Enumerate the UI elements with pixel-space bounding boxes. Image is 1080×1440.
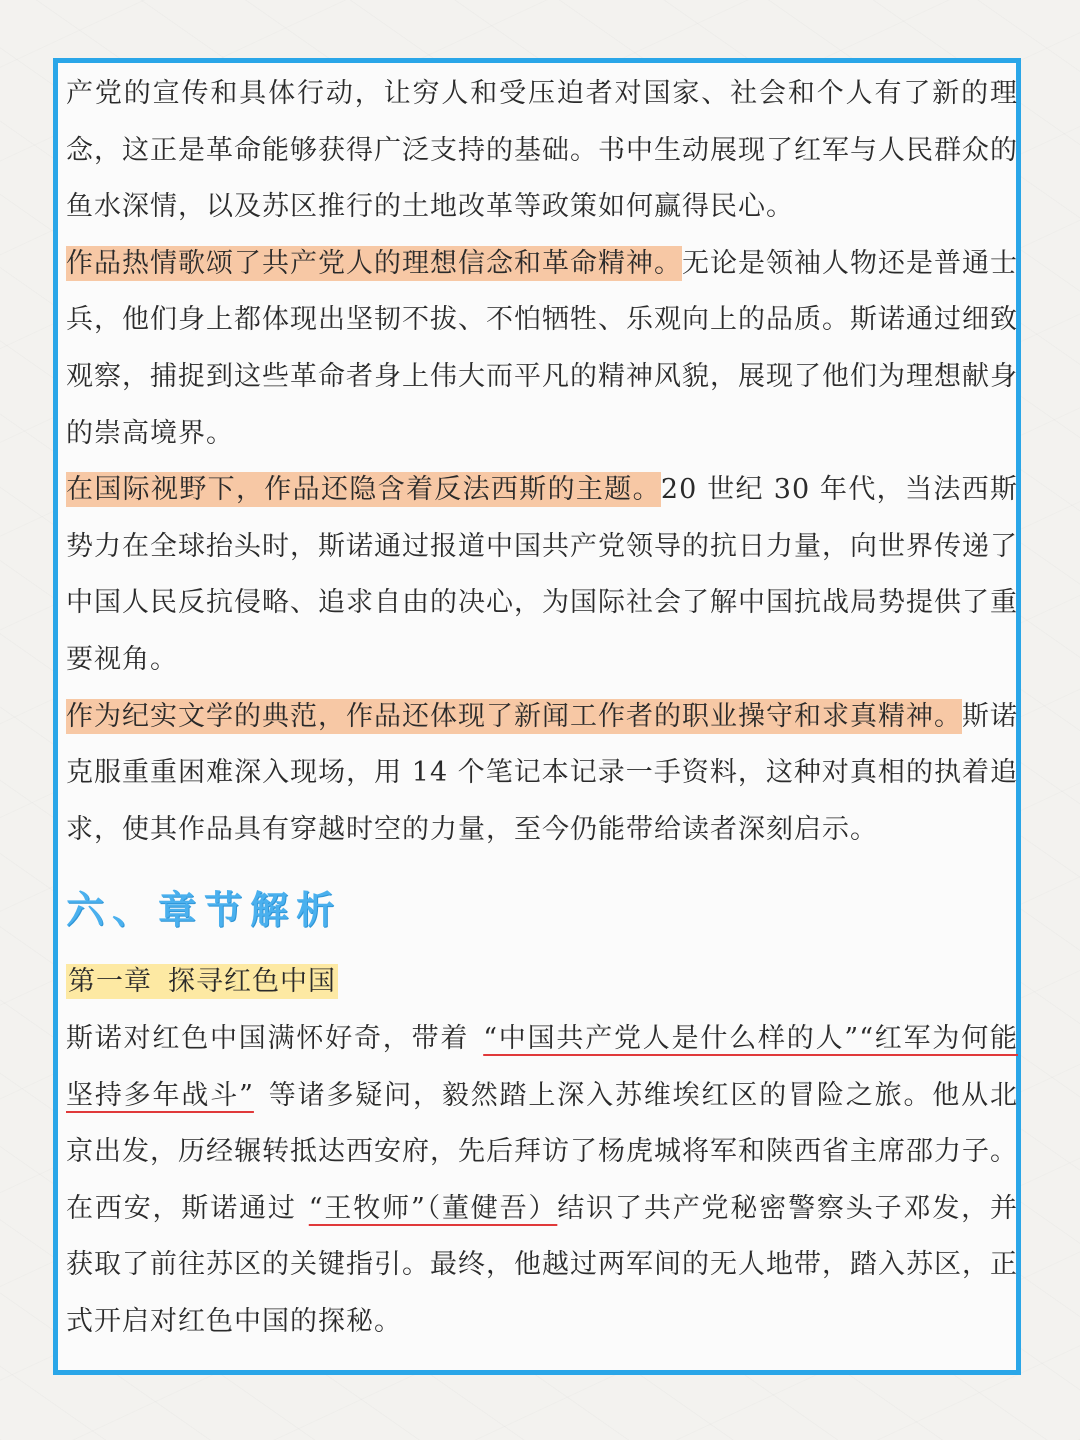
paragraph-2 <box>66 236 1018 462</box>
highlight-antifascist: 在国际视野下，作品还隐含着反法西斯的主题。 <box>66 474 661 506</box>
underline-wang-pastor: “王牧师”（董健吾） <box>308 1192 558 1224</box>
highlight-journalism: 作为纪实文学的典范，作品还体现了新闻工作者的职业操守和求真精神。 <box>66 700 962 732</box>
highlight-ideals: 作品热情歌颂了共产党人的理想信念和革命精神。 <box>66 247 682 279</box>
paragraph-1-text: 产党的宣传和具体行动，让穷人和受压迫者对国家、社会和个人有了新的理念，这正是革命能够获得广泛支持的基础。书中生动展现了红军与人民群众的鱼水深情，以及苏区推行的土地改革等政策如何赢得民心。 <box>66 78 1018 223</box>
chapter-body-seg1: 斯诺对红色中国满怀好奇，带着 <box>66 1022 470 1054</box>
chapter-body <box>66 1011 1018 1351</box>
paragraph-2-text: 无论是领袖人物还是普通士兵，他们身上都体现出坚韧不拔、不怕牺牲、乐观向上的品质。斯诺通过细致观察，捕捉到这些革命者身上伟大而平凡的精神风貌，展现了他们为理想献身的崇高境界。 <box>66 247 1018 449</box>
chapter-title <box>66 954 1018 1011</box>
chapter-body-seg3: 结识了共产党秘密警察头子邓发，并获取了前往苏区的关键指引。最终，他越过两军间的无人地带，踏入苏区，正式开启对红色中国的探秘。 <box>66 1192 1019 1337</box>
paragraph-3-text: 20 世纪 30 年代，当法西斯势力在全球抬头时，斯诺通过报道中国共产党领导的抗日力量，向世界传递了中国人民反抗侵略、追求自由的决心，为国际社会了解中国抗战局势提供了重要视角。 <box>66 474 1019 675</box>
chapter-title-highlight <box>66 964 338 999</box>
chapter-label: 第一章 <box>68 966 152 998</box>
paragraph-3 <box>66 462 1018 688</box>
chapter-body-seg2: 等诸多疑问，毅然踏上深入苏维埃红区的冒险之旅。他从北京出发，历经辗转抵达西安府，先后拜访了杨虎城将军和陕西省主席邵力子。在西安，斯诺通过 <box>66 1079 1018 1224</box>
paragraph-4-text: 斯诺克服重重困难深入现场，用 14 个笔记本记录一手资料，这种对真相的执着追求，使其作品具有穿越时空的力量，至今仍能带给读者深刻启示。 <box>66 700 1018 845</box>
underline-questions: “中国共产党人是什么样的人”“红军为何能坚持多年战斗” <box>66 1022 1018 1111</box>
paragraph-1 <box>66 66 1018 236</box>
section-heading: 六、章节解析 <box>66 887 343 932</box>
chapter-name: 探寻红色中国 <box>168 966 336 998</box>
article-content <box>66 66 1018 1350</box>
paragraph-4 <box>66 689 1018 859</box>
